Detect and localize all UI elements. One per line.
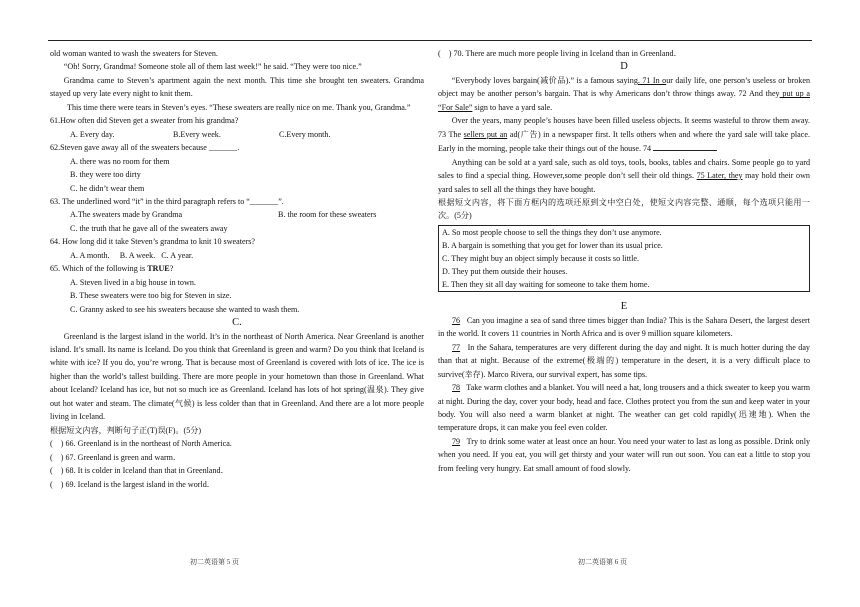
question-67: ( ) 67. Greenland is green and warm． bbox=[50, 452, 182, 462]
section-d-instruction: 根据短文内容，将下面方框内的选项还原到文中空白处，使短文内容完整、通顺，每个选项只能用一次。(5分) bbox=[438, 197, 810, 221]
blank-72: put up a “For Sale” bbox=[438, 89, 810, 112]
story-paragraph: Grandma came to Steven’s apartment again the next month. This time she brought ten sweaters. Grandma stayed up very late every night to knit them. bbox=[50, 75, 424, 99]
q63-options bbox=[50, 208, 424, 221]
blank-76: 76 bbox=[452, 315, 461, 325]
d2-text: ad(广告) in a newspaper first. It tells others when and where the yard sale will take place. Early in the morning, people take their things out of the house. 74 bbox=[438, 129, 810, 154]
q61-option-c: C.Every month. bbox=[279, 129, 331, 139]
paragraph-79 bbox=[438, 435, 810, 475]
blank-71: g. 71 In o bbox=[633, 75, 667, 85]
q64-options: A. A month. B. A week. C. A year. bbox=[70, 250, 194, 260]
blank-75: 75 Later, they bbox=[696, 171, 743, 181]
section-c-passage: Greenland is the largest island in the world. It’s in the northeast of North America. Near Greenland is another island. It’s small. Its name is Iceland. Do you think that Greenland is green and warm? Do you think that Iceland is white with ice? If you do, you’re wrong. That is because most of Greenland is covered with lots of ice. The ice is higher than the world’s tallest building. There are more people in your hometown than those in Greenland. What about Iceland? Iceland has ice, but not so much ice as Greenland. Iceland has lots of hot spring(温泉). They give out hot water and steam. The climate(气候) is less colder than that in Greenland. And there are a lot more people living in Iceland. bbox=[50, 331, 424, 422]
option-b: B. A bargain is something that you get for lower than its usual price. bbox=[442, 240, 663, 250]
q62-option-b: B. they were too dirty bbox=[70, 170, 141, 180]
q65-true-word: TRUE bbox=[147, 264, 170, 274]
question-63: 63. The underlined word “it” in the third paragraph refers to “_______”. bbox=[50, 196, 284, 206]
section-d-heading: D bbox=[620, 61, 628, 73]
d1-text: sign to have a yard sale. bbox=[472, 102, 553, 112]
blank-78: 78 bbox=[452, 383, 461, 393]
q63-option-b: B. the room for these sweaters bbox=[278, 210, 377, 220]
question-68: ( ) 68. It is colder in Iceland than that in Greenland． bbox=[50, 466, 229, 476]
story-paragraph: This time there were tears in Steven’s eyes. “These sweaters are really nice on me. Thank you, Grandma.” bbox=[67, 102, 411, 112]
options-box bbox=[438, 225, 810, 292]
story-end-line: old woman wanted to wash the sweaters for Steven. bbox=[50, 49, 218, 58]
section-d-paragraph-3 bbox=[438, 156, 810, 196]
blank-77: 77 bbox=[452, 342, 461, 352]
q63-option-c: C. the truth that he gave all of the sweaters away bbox=[70, 223, 228, 233]
d1-text: ur daily life, one person’s useless or broken object may be another person’s bargain. That is why Americans don’t throw things away. 72 And they bbox=[438, 75, 810, 99]
question-65 bbox=[50, 262, 424, 275]
top-rule bbox=[48, 40, 812, 41]
right-column bbox=[438, 47, 810, 475]
paragraph-76 bbox=[438, 314, 810, 341]
q61-option-b: B.Every week. bbox=[173, 129, 221, 139]
q61-option-a: A. Every day. bbox=[70, 129, 115, 139]
paragraph-78 bbox=[438, 381, 810, 435]
q65-text: 65. Which of the following is bbox=[50, 264, 148, 274]
blank-74 bbox=[653, 141, 717, 151]
question-66: ( ) 66. Greenland is in the northeast of North America. bbox=[50, 439, 232, 449]
d1-text: “Everybody loves bargain(减价品).” is a famous sayin bbox=[451, 75, 634, 85]
para-79-text: Try to drink some water at least once an hour. You need your water to last as long as possible. Drink only when you need. If you eat, you will get thirsty and your water will run out soon. You can eat a little to stop you from feeling very hungry. Eat small amount of food slowly. bbox=[438, 436, 810, 473]
question-62: 62.Steven gave away all of the sweaters because _______. bbox=[50, 143, 240, 153]
q63-option-a: A.The sweaters made by Grandma bbox=[70, 210, 183, 220]
d3-text: may hold their own yard sales to sell all the things they have bought. bbox=[438, 171, 810, 194]
q62-option-a: A. there was no room for them bbox=[70, 156, 170, 166]
para-76-text: Can you imagine a sea of sand three times bigger than India? This is the Sahara Desert, the largest desert in the world. It covers 11 countries in North Africa and is over 9 million square kilometers. bbox=[438, 315, 810, 339]
section-c-instruction: 根据短文内容，判断句子正(T)误(F)。(5分) bbox=[50, 425, 202, 435]
paragraph-77 bbox=[438, 341, 810, 381]
option-e: E. Then they sit all day waiting for someone to take them home. bbox=[442, 280, 650, 290]
page-footer-right: 初二英语第 6 页 bbox=[578, 558, 627, 566]
q65-mark: ? bbox=[169, 264, 174, 274]
d3-text: Anything can be sold at a yard sale, such as old toys, tools, books, tables and chairs. Some people go to yard sales to find a special thing. However,some people don’t sell their old things. bbox=[438, 157, 810, 181]
section-d-paragraph-1 bbox=[438, 74, 810, 114]
section-d-paragraph-2 bbox=[438, 114, 810, 155]
question-70: ( ) 70. There are much more people living in Iceland than in Greenland． bbox=[438, 49, 682, 58]
q65-option-c: C. Granny asked to see his sweaters because she wanted to wash them. bbox=[70, 304, 300, 314]
question-69: ( ) 69. Iceland is the largest island in the world． bbox=[50, 479, 215, 489]
blank-73: sellers put an bbox=[463, 129, 508, 139]
section-e-heading: E bbox=[620, 301, 628, 313]
option-a: A. So most people choose to sell the things they don’t use anymore. bbox=[442, 227, 662, 237]
left-column bbox=[50, 47, 424, 491]
q65-option-b: B. These sweaters were too big for Steven in size. bbox=[70, 291, 232, 301]
q65-option-a: A. Steven lived in a big house in town. bbox=[70, 277, 196, 287]
question-64: 64. How long did it take Steven’s grandma to knit 10 sweaters? bbox=[50, 237, 256, 247]
q61-options bbox=[50, 128, 424, 141]
q62-option-c: C. he didn’t wear them bbox=[70, 183, 145, 193]
story-paragraph: “Oh! Sorry, Grandma! Someone stole all of them last week!” he said. “They were too nice.” bbox=[63, 62, 362, 72]
blank-79: 79 bbox=[452, 436, 461, 446]
para-77-text: In the Sahara, temperatures are very different during the day and night. It is much hotter during the day than that at night. Because of the extreme(极端的) temperature in the desert, it is a very difficult place to survive(幸存). Marco Rivera, our survival expert, has some tips. bbox=[438, 342, 810, 379]
page-footer-left: 初二英语第 5 页 bbox=[190, 558, 239, 566]
option-d: D. They put them outside their houses. bbox=[442, 267, 568, 277]
para-78-text: Take warm clothes and a blanket. You will need a hat, long trousers and a thick sweater to keep you warm at night. During the day, cover your body, head and face. Clothes protect you from the sun and keep water in your body. You will also need a warm blanket at night. The weather can get cold rapidly(迅速地). When the temperature drops, it can make you feel even colder. bbox=[438, 383, 810, 433]
question-61: 61.How often did Steven get a sweater from his grandma? bbox=[50, 116, 239, 126]
section-c-heading: C. bbox=[232, 317, 242, 329]
option-c: C. They might buy an object simply because it costs so little. bbox=[442, 254, 639, 264]
d2-text: Over the years, many people’s houses have been filled useless objects. It seems wasteful to throw them away. 73 The bbox=[438, 116, 810, 139]
